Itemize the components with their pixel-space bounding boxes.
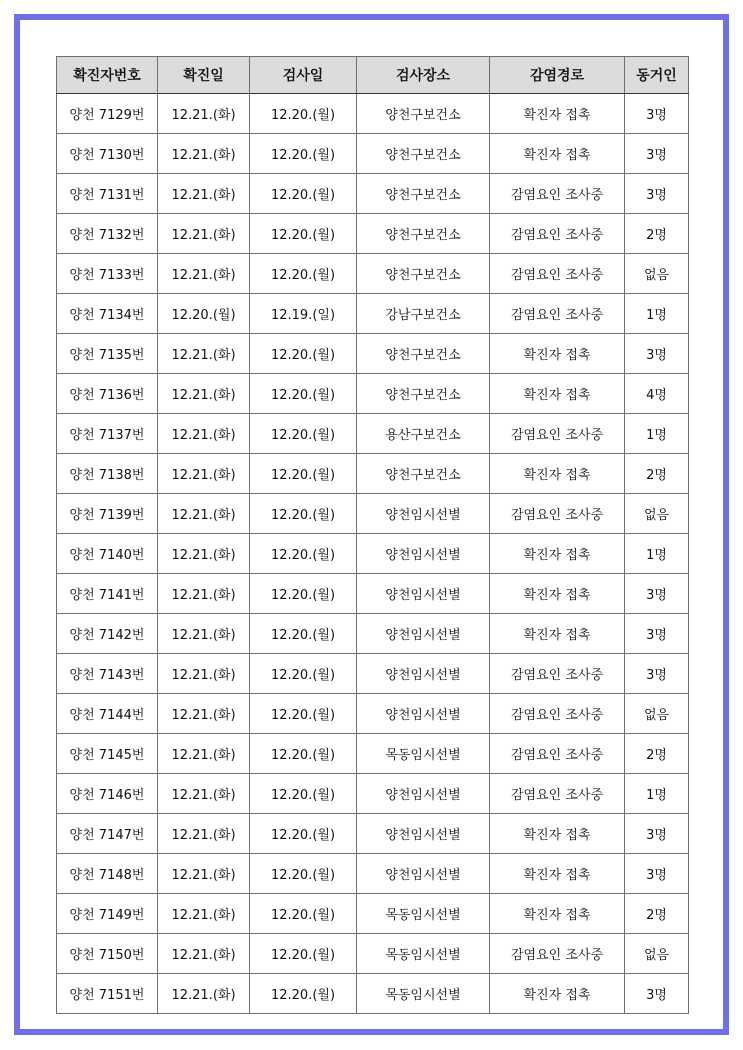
- cell-test-date: 12.20.(월): [250, 974, 357, 1014]
- cell-household: 2명: [625, 734, 689, 774]
- table-row: [57, 214, 689, 254]
- cell-household: 1명: [625, 774, 689, 814]
- cell-infection-route: 확진자 접촉: [490, 374, 625, 414]
- table-row: [57, 894, 689, 934]
- cell-infection-route: 감염요인 조사중: [490, 774, 625, 814]
- cell-infection-route: 감염요인 조사중: [490, 254, 625, 294]
- table-row: [57, 934, 689, 974]
- cell-infection-route: 감염요인 조사중: [490, 934, 625, 974]
- cell-household: 4명: [625, 374, 689, 414]
- cell-test-date: 12.20.(월): [250, 774, 357, 814]
- header-household: 동거인: [625, 57, 689, 94]
- cell-test-location: 양천구보건소: [357, 334, 490, 374]
- cell-test-location: 목동임시선별: [357, 894, 490, 934]
- cell-case-number: 양천 7130번: [57, 134, 158, 174]
- cell-confirmed-date: 12.21.(화): [158, 254, 250, 294]
- cell-case-number: 양천 7146번: [57, 774, 158, 814]
- cell-test-location: 양천임시선별: [357, 494, 490, 534]
- cell-case-number: 양천 7133번: [57, 254, 158, 294]
- cell-infection-route: 감염요인 조사중: [490, 174, 625, 214]
- cell-infection-route: 감염요인 조사중: [490, 694, 625, 734]
- table-row: [57, 174, 689, 214]
- cell-infection-route: 확진자 접촉: [490, 974, 625, 1014]
- cell-case-number: 양천 7137번: [57, 414, 158, 454]
- cell-test-date: 12.20.(월): [250, 934, 357, 974]
- table-row: [57, 254, 689, 294]
- cell-test-date: 12.20.(월): [250, 134, 357, 174]
- cell-infection-route: 확진자 접촉: [490, 134, 625, 174]
- cell-test-date: 12.20.(월): [250, 214, 357, 254]
- table-row: [57, 574, 689, 614]
- cell-confirmed-date: 12.21.(화): [158, 414, 250, 454]
- table-row: [57, 94, 689, 134]
- cell-confirmed-date: 12.21.(화): [158, 694, 250, 734]
- cell-case-number: 양천 7135번: [57, 334, 158, 374]
- cell-household: 3명: [625, 334, 689, 374]
- cell-infection-route: 확진자 접촉: [490, 854, 625, 894]
- cell-infection-route: 감염요인 조사중: [490, 214, 625, 254]
- cell-household: 3명: [625, 134, 689, 174]
- cell-confirmed-date: 12.21.(화): [158, 214, 250, 254]
- cell-confirmed-date: 12.21.(화): [158, 734, 250, 774]
- cell-infection-route: 감염요인 조사중: [490, 294, 625, 334]
- cell-case-number: 양천 7134번: [57, 294, 158, 334]
- cell-case-number: 양천 7129번: [57, 94, 158, 134]
- cell-case-number: 양천 7142번: [57, 614, 158, 654]
- cell-case-number: 양천 7149번: [57, 894, 158, 934]
- cell-test-location: 양천임시선별: [357, 574, 490, 614]
- table-row: [57, 334, 689, 374]
- cell-test-date: 12.20.(월): [250, 614, 357, 654]
- cell-household: 3명: [625, 174, 689, 214]
- cell-test-location: 양천임시선별: [357, 814, 490, 854]
- cell-test-location: 양천임시선별: [357, 854, 490, 894]
- table-row: [57, 454, 689, 494]
- cell-infection-route: 확진자 접촉: [490, 94, 625, 134]
- cell-test-date: 12.20.(월): [250, 94, 357, 134]
- table-row: [57, 814, 689, 854]
- cell-infection-route: 감염요인 조사중: [490, 654, 625, 694]
- cell-case-number: 양천 7139번: [57, 494, 158, 534]
- cell-test-location: 양천구보건소: [357, 454, 490, 494]
- cell-household: 없음: [625, 934, 689, 974]
- cell-confirmed-date: 12.21.(화): [158, 854, 250, 894]
- cell-test-location: 양천구보건소: [357, 374, 490, 414]
- cell-infection-route: 확진자 접촉: [490, 574, 625, 614]
- cell-household: 2명: [625, 894, 689, 934]
- cell-household: 3명: [625, 94, 689, 134]
- cell-case-number: 양천 7150번: [57, 934, 158, 974]
- table-row: [57, 534, 689, 574]
- cell-household: 3명: [625, 614, 689, 654]
- cell-test-location: 강남구보건소: [357, 294, 490, 334]
- cell-case-number: 양천 7140번: [57, 534, 158, 574]
- cell-case-number: 양천 7136번: [57, 374, 158, 414]
- table-row: [57, 774, 689, 814]
- cell-test-date: 12.20.(월): [250, 574, 357, 614]
- cell-confirmed-date: 12.21.(화): [158, 614, 250, 654]
- cell-case-number: 양천 7151번: [57, 974, 158, 1014]
- table-row: [57, 654, 689, 694]
- cell-test-date: 12.20.(월): [250, 694, 357, 734]
- cell-test-location: 양천구보건소: [357, 254, 490, 294]
- cell-infection-route: 확진자 접촉: [490, 534, 625, 574]
- cell-confirmed-date: 12.21.(화): [158, 494, 250, 534]
- cell-household: 1명: [625, 294, 689, 334]
- cell-confirmed-date: 12.21.(화): [158, 374, 250, 414]
- table-row: [57, 134, 689, 174]
- cell-confirmed-date: 12.21.(화): [158, 454, 250, 494]
- cell-household: 3명: [625, 814, 689, 854]
- cell-infection-route: 확진자 접촉: [490, 454, 625, 494]
- cell-household: 1명: [625, 414, 689, 454]
- cell-case-number: 양천 7148번: [57, 854, 158, 894]
- cell-confirmed-date: 12.21.(화): [158, 174, 250, 214]
- cell-household: 2명: [625, 214, 689, 254]
- cell-household: 없음: [625, 694, 689, 734]
- cell-test-location: 양천구보건소: [357, 214, 490, 254]
- cell-test-location: 양천구보건소: [357, 134, 490, 174]
- table-header: [57, 57, 689, 94]
- table-row: [57, 374, 689, 414]
- cell-test-location: 양천임시선별: [357, 654, 490, 694]
- cell-confirmed-date: 12.21.(화): [158, 134, 250, 174]
- cell-household: 2명: [625, 454, 689, 494]
- table-row: [57, 614, 689, 654]
- cell-test-date: 12.20.(월): [250, 494, 357, 534]
- cell-household: 1명: [625, 534, 689, 574]
- table-row: [57, 414, 689, 454]
- cell-infection-route: 확진자 접촉: [490, 894, 625, 934]
- cell-test-date: 12.20.(월): [250, 414, 357, 454]
- cell-household: 3명: [625, 654, 689, 694]
- cell-test-date: 12.20.(월): [250, 454, 357, 494]
- cell-household: 3명: [625, 974, 689, 1014]
- cell-confirmed-date: 12.21.(화): [158, 574, 250, 614]
- cell-test-date: 12.20.(월): [250, 734, 357, 774]
- cell-test-date: 12.19.(일): [250, 294, 357, 334]
- cell-case-number: 양천 7131번: [57, 174, 158, 214]
- cell-test-location: 목동임시선별: [357, 934, 490, 974]
- cell-case-number: 양천 7138번: [57, 454, 158, 494]
- cell-infection-route: 확진자 접촉: [490, 614, 625, 654]
- case-table: [56, 56, 689, 1014]
- header-test-location: 검사장소: [357, 57, 490, 94]
- cell-case-number: 양천 7144번: [57, 694, 158, 734]
- cell-confirmed-date: 12.21.(화): [158, 334, 250, 374]
- cell-case-number: 양천 7141번: [57, 574, 158, 614]
- cell-infection-route: 감염요인 조사중: [490, 414, 625, 454]
- cell-confirmed-date: 12.21.(화): [158, 774, 250, 814]
- cell-test-date: 12.20.(월): [250, 654, 357, 694]
- cell-infection-route: 확진자 접촉: [490, 334, 625, 374]
- table-row: [57, 734, 689, 774]
- table-row: [57, 854, 689, 894]
- table-row: [57, 694, 689, 734]
- cell-case-number: 양천 7143번: [57, 654, 158, 694]
- cell-test-location: 양천임시선별: [357, 534, 490, 574]
- header-row: [57, 57, 689, 94]
- cell-case-number: 양천 7147번: [57, 814, 158, 854]
- cell-test-date: 12.20.(월): [250, 814, 357, 854]
- cell-test-date: 12.20.(월): [250, 534, 357, 574]
- table-row: [57, 494, 689, 534]
- cell-test-location: 양천구보건소: [357, 174, 490, 214]
- cell-confirmed-date: 12.21.(화): [158, 814, 250, 854]
- cell-test-location: 목동임시선별: [357, 734, 490, 774]
- cell-confirmed-date: 12.20.(월): [158, 294, 250, 334]
- cell-test-location: 양천임시선별: [357, 694, 490, 734]
- header-case-number: 확진자번호: [57, 57, 158, 94]
- cell-household: 3명: [625, 854, 689, 894]
- cell-infection-route: 확진자 접촉: [490, 814, 625, 854]
- cell-test-date: 12.20.(월): [250, 854, 357, 894]
- header-test-date: 검사일: [250, 57, 357, 94]
- cell-test-date: 12.20.(월): [250, 374, 357, 414]
- cell-test-location: 목동임시선별: [357, 974, 490, 1014]
- cell-confirmed-date: 12.21.(화): [158, 94, 250, 134]
- cell-test-location: 용산구보건소: [357, 414, 490, 454]
- cell-test-date: 12.20.(월): [250, 174, 357, 214]
- cell-case-number: 양천 7145번: [57, 734, 158, 774]
- cell-test-date: 12.20.(월): [250, 254, 357, 294]
- cell-household: 없음: [625, 494, 689, 534]
- cell-confirmed-date: 12.21.(화): [158, 934, 250, 974]
- cell-household: 3명: [625, 574, 689, 614]
- table-row: [57, 974, 689, 1014]
- cell-confirmed-date: 12.21.(화): [158, 974, 250, 1014]
- cell-test-date: 12.20.(월): [250, 334, 357, 374]
- cell-test-date: 12.20.(월): [250, 894, 357, 934]
- header-confirmed-date: 확진일: [158, 57, 250, 94]
- cell-infection-route: 감염요인 조사중: [490, 494, 625, 534]
- cell-confirmed-date: 12.21.(화): [158, 534, 250, 574]
- table-body: [57, 94, 689, 1014]
- cell-test-location: 양천구보건소: [357, 94, 490, 134]
- cell-case-number: 양천 7132번: [57, 214, 158, 254]
- cell-test-location: 양천임시선별: [357, 774, 490, 814]
- table-row: [57, 294, 689, 334]
- cell-household: 없음: [625, 254, 689, 294]
- cell-confirmed-date: 12.21.(화): [158, 894, 250, 934]
- cell-infection-route: 감염요인 조사중: [490, 734, 625, 774]
- cell-confirmed-date: 12.21.(화): [158, 654, 250, 694]
- cell-test-location: 양천임시선별: [357, 614, 490, 654]
- header-infection-route: 감염경로: [490, 57, 625, 94]
